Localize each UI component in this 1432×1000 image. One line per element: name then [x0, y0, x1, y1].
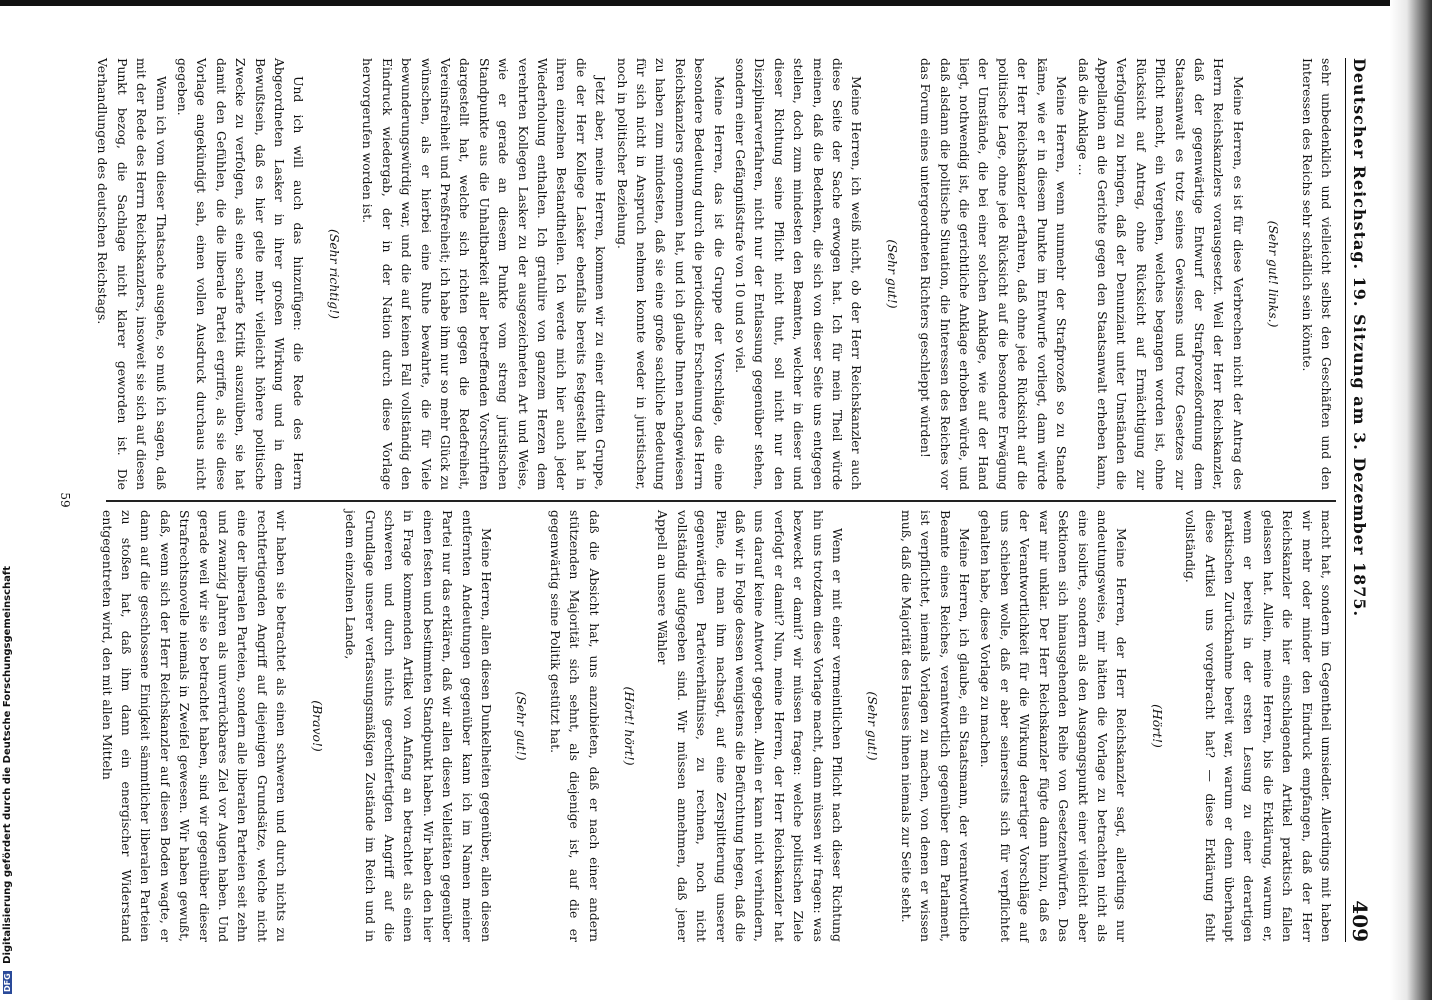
paragraph: Meine Herren, wenn nunmehr der Strafprozeß so zu Stande käme, wie er in diesem Punkte im Entwurfe vorliegt, dann würde der Herr Reichskanzler erfahren, daß ohne jede Rücksicht auf die politische Lage, ohne jede Rücksicht auf die besondere Erwägung der Umstände, die bei einer solchen Anklage, wie auf der Hand liegt, nothwendig ist, die gerichtliche Anklage erhoben würde, und daß alsdann die politische Situation, die Interessen des Reiches vor das Forum eines untergeordneten Richters geschleppt würden! [918, 58, 1070, 490]
reaction: (Hört!) [1149, 704, 1165, 748]
reaction: (Sehr gut!) [514, 691, 530, 761]
scan-gutter-shadow [1390, 0, 1432, 1000]
newspaper-page [36, 20, 1396, 980]
reaction: (Sehr gut! links.) [1266, 220, 1282, 328]
column-divider [106, 500, 1336, 502]
paragraph: Und ich will auch das hinzufügen: die Rede des Herrn Abgeordneten Lasker in ihrer großen Wirkung und in dem Bewußtsein, daß es hier gelte mehr vielleicht höhere politische Zwecke zu verfolgen, als eine scharfe Kritik auszuüben, sie hat damit den Gefühlen, die die liberale Partei ergriffe, als sie diese Vorlage angekündigt sah, einen vollen Ausdruck durchaus nicht gegeben. [175, 58, 307, 490]
reaction: (Sehr richtig!) [326, 229, 342, 319]
digitization-credit [2, 294, 20, 994]
paragraph: Meine Herren, es ist für diese Verbrechen nicht der Antrag des Herrn Reichskanzlers vorausgesetzt. Weil der Herr Reichskanzler, daß der gegenwärtige Entwurf der Strafprozeßordnung dem Staatsanwalt es trotz seines Gewissens und trotz Gesetzes zur Pflicht macht, ein Vergehen, welches begangen worden ist, ohne Rücksicht auf Antrag, ohne Rücksicht auf Ermächtigung zur Verfolgung zu bringen, daß der Denunziant unter Umständen die Appellation an die Gerichte gegen den Staatsanwalt erheben kann, daß die Anklage ... [1075, 58, 1246, 490]
page-header [1345, 58, 1380, 942]
paragraph: Wenn ich vom dieser Thatsache ausgehe, so muß ich sagen, daß mit der Rede des Herrn Reichskanzlers, insoweit sie sich auf diesen Punkt bezog, die Sachlage nicht klarer geworden ist. Die Verhandlungen des deutschen Reichstags. [95, 58, 169, 490]
paragraph: Meine Herren, ich glaube, ein Staatsmann, der verantwortliche Beamte eines Reiches, verantwortlich gegenüber dem Parlament, ist verpflichtet, niemals Vorlagen zu machen, von denen er wissen muß, daß die Majorität des Hauses ihnen niemals zur Seite steht. [898, 510, 973, 942]
right-column [95, 510, 1336, 942]
credit-text: Digitalisierung gefördert durch die Deutsche Forschungsgemeinschaft [2, 565, 13, 964]
folio: 59 [58, 492, 72, 508]
reaction: (Hört! hört!) [622, 686, 637, 766]
paragraph: Jetzt aber, meine Herren, kommen wir zu einer dritten Gruppe, die der Herr Kollege Lasker ebenfalls bereits festgestellt hat in ihren einzelnen Bestandtheilen. Ich werde mich hier auch jeder Wiederholung enthalten. Ich gratulire von ganzem Herzen dem verehrten Kollegen Lasker zu der ausgezeichneten Art und Weise, wie er gerade an diesem Punkte vom streng juristischen Standpunkte aus die Unhaltbarkeit aller betreffenden Vorschriften dargestellt hat, welche sich richten gegen die Redefreiheit, Vereinsfreiheit und Preßfreiheit; ich habe ihm nur so mehr Glück zu wünschen, als er hierbei eine Ruhe bewahrte, die für Viele bewunderungswürdig war, und die auf keinen Fall vollständig den Eindruck wiedergab, der in der Nation durch diese Vorlage hervorgerufen worden ist. [360, 58, 609, 490]
dfg-logo: DFG [3, 973, 12, 992]
reaction: (Bravo!) [309, 700, 325, 752]
scan-top-edge [0, 0, 1432, 6]
paragraph: sehr unbedenklich und vielleicht selbst den Geschäften und den Interessen des Reichs sehr schädlich sein könnte. [1299, 58, 1334, 490]
left-column [91, 58, 1336, 490]
running-title: Deutscher Reichstag. 19. Sitzung am 3. Dezember 1875. [1350, 58, 1369, 618]
paragraph: Meine Herren, das ist die Gruppe der Vorschläge, die eine besondere Bedeutung durch die periodische Erscheinung des Herrn Reichskanzlers genommen hat, und ich glaube Ihnen nachgewiesen zu haben zum mindesten, daß sie eine große sachliche Bedeutung für sich nicht in Anspruch nehmen konnte weder in juristischer, noch in politischer Beziehung. [614, 58, 727, 490]
paragraph: daß die Absicht hat, uns anzubieten, daß er nach einer andern stützenden Majorität sich sehnt, als diejenige ist, auf die er gegenwärtig seine Politik gestützt hat. [547, 510, 602, 942]
paragraph: Meine Herren, allen diesen Dunkelheiten gegenüber, allen diesen entfernten Andeutungen gegenüber kann ich im Namen meiner Partei nur das erklären, daß wir allen diesen Velleitäten gegenüber einen festen und bestimmten Standpunkt haben. Wir haben den hier in Frage kommenden Artikel von Anfang an betrachtet als einen schweren und durch nichts gerechtfertigten Angriff auf die Grundlage unserer verfassungsmäßigen Zustände im Reich und in jedem einzelnen Lande, [343, 510, 494, 943]
rotated-page [36, 20, 1396, 980]
paragraph: Wenn er mit einer vermeintlichen Pflicht nach dieser Richtung hin uns trotzdem diese Vorlage macht, dann müssen wir fragen: was bezweckt er damit? wir müssen fragen: welche politischen Ziele verfolgt er damit? Nun, meine Herren, der Herr Reichskanzler hat uns darauf keine Antwort gegeben. Allein er kann nicht verhindern, daß wir in Folge dessen wenigstens die Befürchtung hegen, daß die Pläne, die man ihm nachsagt, auf eine Zersplitterung unserer gegenwärtigen Parteiverhältnisse, zu rechnen, noch nicht vollständig aufgegeben sind. Wir müssen annehmen, daß jener Appell an unsere Wähler [655, 510, 846, 942]
paragraph: macht hat, sondern im Gegentheil umsiedler. Allerdings mit haben wir mehr oder minder den Eindruck empfangen, daß der Herr Reichskanzler die hier einschlagenden Artikel praktisch fallen gelassen hat. Allein, meine Herren, bis die Erklärung, warum er, wenn er bereits in der ersten Lesung zu einer derartigen praktischen Zurücknahme bereit war, warum er denn überhaupt diese Artikel uns vorgebracht hat? — diese Erklärung fehlt vollständig. [1183, 510, 1334, 942]
page-number: 409 [1348, 900, 1372, 942]
reaction: (Sehr gut!) [865, 691, 881, 761]
paragraph: Meine Herren, der Herr Reichskanzler sagt, allerdings nur andeutungsweise, mir hätten die Vorlage zu betrachten nicht als eine isolirte, sondern als den Ausgangspunkt einer vielleicht aber Sektionen sich hinausgehenden Reihe von Gesetzentwürfen. Das war mir unklar. Der Herr Reichskanzler fügte dann hinzu, daß es der Verantwortlichkeit für die Wirkung derartiger Vorschläge auf uns schieben wolle, daß er aber seinerseits sich für verpflichtet gehalten habe, diese Vorlage zu machen. [978, 510, 1130, 942]
paragraph: Meine Herren, ich weiß nicht, ob der Herr Reichskanzler auch diese Seite der Sache erwogen hat. Ich für mein Theil würde meinen, daß die Bedenken, die sich von dieser Seite uns entgegen stellen, doch zum mindesten den Beamten, welcher in dieser und dieser Richtung seine Pflicht nicht thut, soll nicht nur den Disziplinarverfahren, nicht nur der Entlassung gegenüber stehen, sondern einer Gefängnißstrafe von 10 und so viel. [733, 58, 865, 490]
reaction: (Sehr gut!) [884, 239, 900, 309]
paragraph: wir haben sie betrachtet als einen schweren und durch nichts zu rechtfertigenden Angriff auf diejenigen Grundsätze, welche nicht eine der liberalen Parteien, sondern alle liberalen Parteien seit zehn und zwanzig Jahren als unverrückbares Ziel vor Augen haben. Und gerade weil wir sie so betrachtet haben, sind wir gegenüber dieser Strafrechtsnovelle niemals in Zweifel gewesen. Wir haben gewußt, daß, wenn sich der Herr Reichskanzler auf diesen Boden wagte, er dann auf die geschlossene Einigkeit sämmtlicher liberalen Parteien zu stoßen hat, daß ihm dann ein energischer Widerstand entgegentreten wird, den mit allen Mitteln [99, 510, 290, 942]
